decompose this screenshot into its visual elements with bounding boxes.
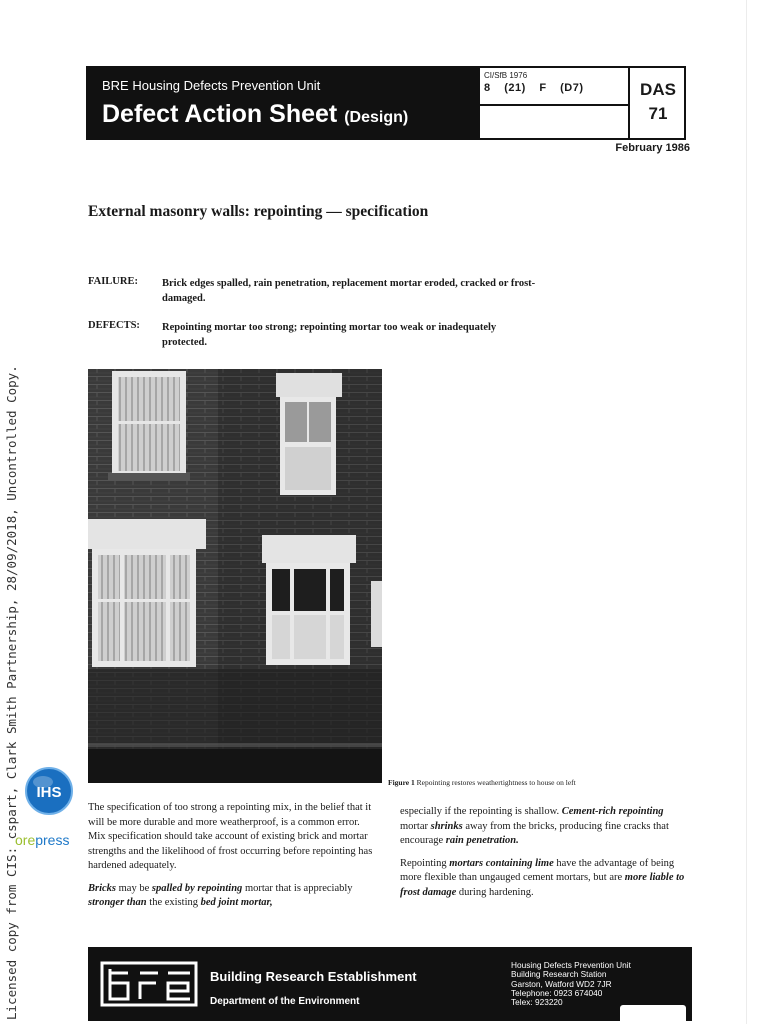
body-column-right <box>400 805 685 908</box>
body-column-left <box>88 801 378 919</box>
das-box <box>628 68 684 138</box>
bre-logo-icon <box>100 961 198 1012</box>
header-title-block <box>88 68 478 138</box>
das-number: 71 <box>648 104 668 123</box>
paragraph: Repointing mortars containing lime have the advantage of being more flexible than ungauged cement mortars, but are more liable to frost damage during hardening. <box>400 857 685 898</box>
footer-department: Department of the Environment <box>210 996 360 1007</box>
cisfb-code: 8 <box>484 82 491 94</box>
cisfb-code: F <box>539 82 547 94</box>
sheet-title-main: Defect Action Sheet <box>102 100 338 128</box>
failure-term: FAILURE: <box>88 276 138 287</box>
license-watermark: Licensed copy from CIS: cspart, Clark Smith Partnership, 28/09/2018, Uncontrolled Copy. <box>4 365 19 1020</box>
footer-organisation: Building Research Establishment <box>210 969 417 984</box>
cisfb-blank-cell <box>478 106 628 138</box>
footer-banner <box>88 947 692 1021</box>
ihs-badge-text: IHS <box>36 784 62 801</box>
address-line: Telex: 923220 <box>511 997 563 1008</box>
das-label: DAS <box>640 80 676 99</box>
address-line: Telephone: 0923 674040 <box>511 987 603 998</box>
address-line: Building Research Station <box>511 969 607 980</box>
cisfb-label: CI/SfB 1976 <box>484 71 528 80</box>
cisfb-code: (D7) <box>560 82 584 94</box>
paragraph: especially if the repointing is shallow. Cement-rich repointing mortar shrinks away from the bricks, producing fine cracks that encourage rain penetration. <box>400 806 669 846</box>
paragraph: The specification of too strong a repointing mix, in the belief that it will be more durable and more weatherproof, is a common error. Mix specification should take account of existing brick and mortar strengths and the likelihood of frost occurring before repointing has hardened adequately. <box>88 802 373 871</box>
cisfb-codes <box>484 82 594 94</box>
defects-text: Repointing mortar too strong; repointing mortar too weak or inadequately protected. <box>162 322 497 348</box>
cisfb-classification <box>478 68 628 106</box>
issue-date: February 1986 <box>615 142 690 154</box>
footer-address <box>511 961 631 1007</box>
sheet-title <box>102 100 408 129</box>
address-line: Garston, Watford WD2 7JR <box>511 978 612 989</box>
sheet-title-sub: (Design) <box>344 109 409 126</box>
ihs-press-logo-text: orepress <box>15 832 70 848</box>
figure-caption <box>388 778 576 787</box>
footer-tab <box>620 1005 686 1021</box>
failure-text: Brick edges spalled, rain penetration, replacement mortar eroded, cracked or frost-damaged. <box>162 278 536 304</box>
unit-name: BRE Housing Defects Prevention Unit <box>102 78 321 93</box>
page-edge-line <box>746 0 747 1024</box>
paragraph: Bricks may be spalled by repointing mortar that is appreciably stronger than the existing bed joint mortar, <box>88 882 353 908</box>
ihs-logo-icon <box>24 766 74 821</box>
figure-label: Figure 1 <box>388 778 415 787</box>
header-box <box>86 66 686 140</box>
house-facade-photo <box>88 369 382 783</box>
defects-term: DEFECTS: <box>88 320 140 331</box>
address-line: Housing Defects Prevention Unit <box>511 960 631 970</box>
cisfb-code: (21) <box>504 82 526 94</box>
figure-caption-text: Repointing restores weathertightness to house on left <box>416 778 576 787</box>
document-title: External masonry walls: repointing — specification <box>88 203 429 220</box>
